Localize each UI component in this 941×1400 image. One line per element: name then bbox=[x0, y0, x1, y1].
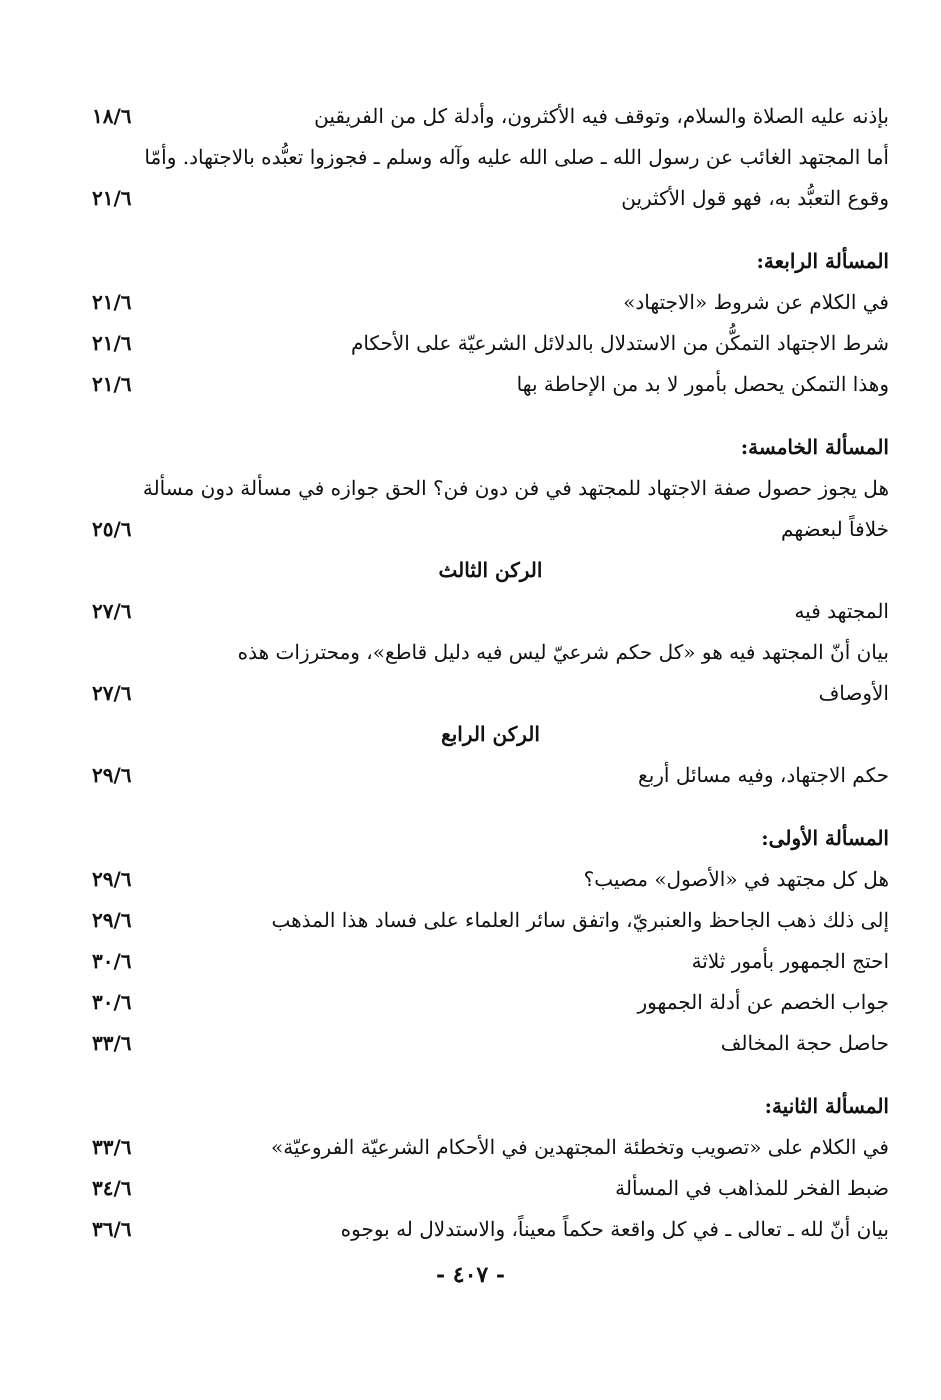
entry-page-ref: ٣٠/٦ bbox=[92, 949, 132, 973]
entry-text: هل كل مجتهد في «الأصول» مصيب؟ bbox=[583, 867, 889, 891]
entry-page-ref: ٢٩/٦ bbox=[92, 763, 132, 787]
entry-page-ref: ٢٧/٦ bbox=[92, 681, 132, 705]
entry-text: بيان أنّ لله ـ تعالى ـ في كل واقعة حكماً معيناً، والاستدلال له بوجوه bbox=[340, 1217, 889, 1241]
index-content bbox=[92, 96, 889, 1250]
entry-text: شرط الاجتهاد التمكُّن من الاستدلال بالدلائل الشرعيّة على الأحكام bbox=[350, 331, 889, 355]
entry-page-ref: ٢١/٦ bbox=[92, 290, 132, 314]
index-entry bbox=[92, 632, 889, 673]
index-entry bbox=[92, 282, 889, 323]
index-entry bbox=[92, 859, 889, 900]
entry-text: إلى ذلك ذهب الجاحظ والعنبريّ، واتفق سائر العلماء على فساد هذا المذهب bbox=[271, 908, 889, 932]
entry-page-ref: ٢٧/٦ bbox=[92, 599, 132, 623]
entry-text: وهذا التمكن يحصل بأمور لا بد من الإحاطة بها bbox=[516, 372, 889, 396]
entry-page-ref: ٢١/٦ bbox=[92, 372, 132, 396]
entry-text: بيان أنّ المجتهد فيه هو «كل حكم شرعيّ ليس فيه دليل قاطع»، ومحترزات هذه bbox=[237, 640, 889, 664]
entry-page-ref: ٢١/٦ bbox=[92, 331, 132, 355]
index-entry bbox=[92, 755, 889, 796]
index-entry bbox=[92, 468, 889, 509]
entry-text: في الكلام عن شروط «الاجتهاد» bbox=[623, 290, 889, 314]
entry-text: بإذنه عليه الصلاة والسلام، وتوقف فيه الأكثرون، وأدلة كل من الفريقين bbox=[314, 104, 889, 128]
section-heading: المسألة الثانية: bbox=[764, 1094, 889, 1118]
index-entry bbox=[92, 364, 889, 405]
index-entry bbox=[92, 1127, 889, 1168]
entry-page-ref: ٢١/٦ bbox=[92, 186, 132, 210]
entry-text: احتج الجمهور بأمور ثلاثة bbox=[691, 949, 889, 973]
entry-page-ref: ٣٤/٦ bbox=[92, 1176, 132, 1200]
entry-text: أما المجتهد الغائب عن رسول الله ـ صلى الله عليه وآله وسلم ـ فجوزوا تعبُّده بالاجتهاد. وأمّا bbox=[144, 145, 889, 169]
section-heading: المسألة الرابعة: bbox=[756, 249, 889, 273]
entry-page-ref: ٣٣/٦ bbox=[92, 1031, 132, 1055]
index-entry bbox=[92, 982, 889, 1023]
entry-text: جواب الخصم عن أدلة الجمهور bbox=[637, 990, 889, 1014]
entry-text: الأوصاف bbox=[818, 681, 889, 705]
index-entry bbox=[92, 591, 889, 632]
entry-page-ref: ٣٣/٦ bbox=[92, 1135, 132, 1159]
index-entry bbox=[92, 900, 889, 941]
index-entry bbox=[92, 1209, 889, 1250]
entry-text: حاصل حجة المخالف bbox=[720, 1031, 889, 1055]
entry-text: هل يجوز حصول صفة الاجتهاد للمجتهد في فن دون فن؟ الحق جوازه في مسألة دون مسألة bbox=[142, 476, 889, 500]
index-entry bbox=[92, 323, 889, 364]
entry-page-ref: ٢٥/٦ bbox=[92, 517, 132, 541]
entry-text: في الكلام على «تصويب وتخطئة المجتهدين في الأحكام الشرعيّة الفروعيّة» bbox=[270, 1135, 889, 1159]
entry-text: المجتهد فيه bbox=[794, 599, 889, 623]
index-entry bbox=[92, 137, 889, 178]
index-entry bbox=[92, 178, 889, 219]
entry-text: ضبط الفخر للمذاهب في المسألة bbox=[615, 1176, 889, 1200]
entry-page-ref: ١٨/٦ bbox=[92, 104, 132, 128]
section-heading: المسألة الأولى: bbox=[761, 826, 889, 850]
entry-page-ref: ٣٠/٦ bbox=[92, 990, 132, 1014]
entry-text: حكم الاجتهاد، وفيه مسائل أربع bbox=[638, 763, 889, 787]
section-heading: المسألة الخامسة: bbox=[740, 435, 889, 459]
index-entry bbox=[92, 1168, 889, 1209]
entry-page-ref: ٣٦/٦ bbox=[92, 1217, 132, 1241]
index-entry bbox=[92, 1023, 889, 1064]
index-entry bbox=[92, 96, 889, 137]
entry-text: خلافاً لبعضهم bbox=[781, 517, 889, 541]
page-number: - ٤٠٧ - bbox=[435, 1262, 506, 1288]
part-heading: الركن الثالث bbox=[438, 558, 543, 582]
index-entry bbox=[92, 941, 889, 982]
index-entry bbox=[92, 509, 889, 550]
entry-page-ref: ٢٩/٦ bbox=[92, 908, 132, 932]
entry-page-ref: ٢٩/٦ bbox=[92, 867, 132, 891]
index-entry bbox=[92, 673, 889, 714]
part-heading: الركن الرابع bbox=[441, 722, 540, 746]
entry-text: وقوع التعبُّد به، فهو قول الأكثرين bbox=[621, 186, 889, 210]
